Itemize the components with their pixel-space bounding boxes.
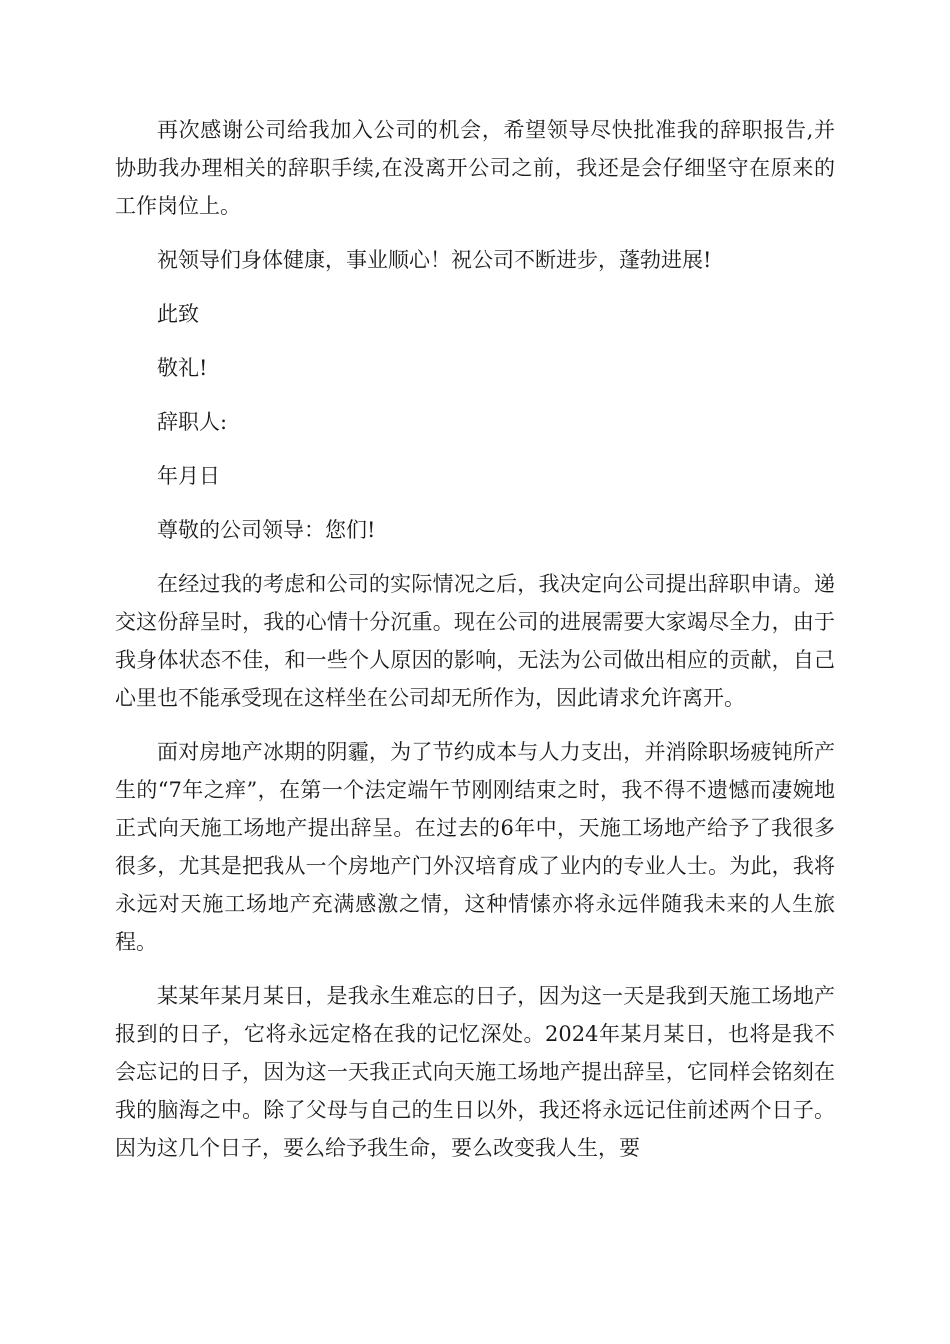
paragraph-greeting: 尊敬的公司领导：您们! [157, 518, 376, 542]
paragraph-signer: 辞职人: [157, 410, 228, 434]
document-body [115, 111, 835, 1183]
paragraph-memorable-days: 某某年某月某日，是我永生难忘的日子，因为这一天是我到天施工场地产报到的日子，它将永远定格在我的记忆深处。2024年某月某日，也将是我不会忘记的日子，因为这一天我正式向天施工场地产提出辞呈，它同样会铭刻在我的脑海之中。除了父母与自己的生日以外，我还将永远记住前述两个日子。因为这几个日子，要么给予我生命，要么改变我人生，要 [115, 984, 835, 1160]
paragraph-real-estate: 面对房地产冰期的阴霾，为了节约成本与人力支出，并消除职场疲钝所产生的“7年之痒”，在第一个法定端午节刚刚结束之时，我不得不遗憾而凄婉地正式向天施工场地产提出辞呈。在过去的6年中，天施工场地产给予了我很多很多，尤其是把我从一个房地产门外汉培育成了业内的专业人士。为此，我将永远对天施工场地产充满感激之情，这种情愫亦将永远伴随我未来的人生旅程。 [115, 740, 835, 954]
paragraph-salutation-1: 此致 [157, 302, 199, 326]
paragraph-salutation-2: 敬礼! [157, 356, 208, 380]
paragraph-reason: 在经过我的考虑和公司的实际情况之后，我决定向公司提出辞职申请。递交这份辞呈时，我的心情十分沉重。现在公司的进展需要大家竭尽全力，由于我身体状态不佳，和一些个人原因的影响，无法为公司做出相应的贡献，自己心里也不能承受现在这样坐在公司却无所作为，因此请求允许离开。 [115, 572, 835, 710]
paragraph-closing-thanks: 再次感谢公司给我加入公司的机会，希望领导尽快批准我的辞职报告,并协助我办理相关的辞职手续,在没离开公司之前，我还是会仔细坚守在原来的工作岗位上。 [115, 118, 835, 218]
paragraph-date: 年月日 [157, 464, 220, 488]
paragraph-wishes: 祝领导们身体健康，事业顺心！祝公司不断进步，蓬勃进展! [157, 248, 712, 272]
